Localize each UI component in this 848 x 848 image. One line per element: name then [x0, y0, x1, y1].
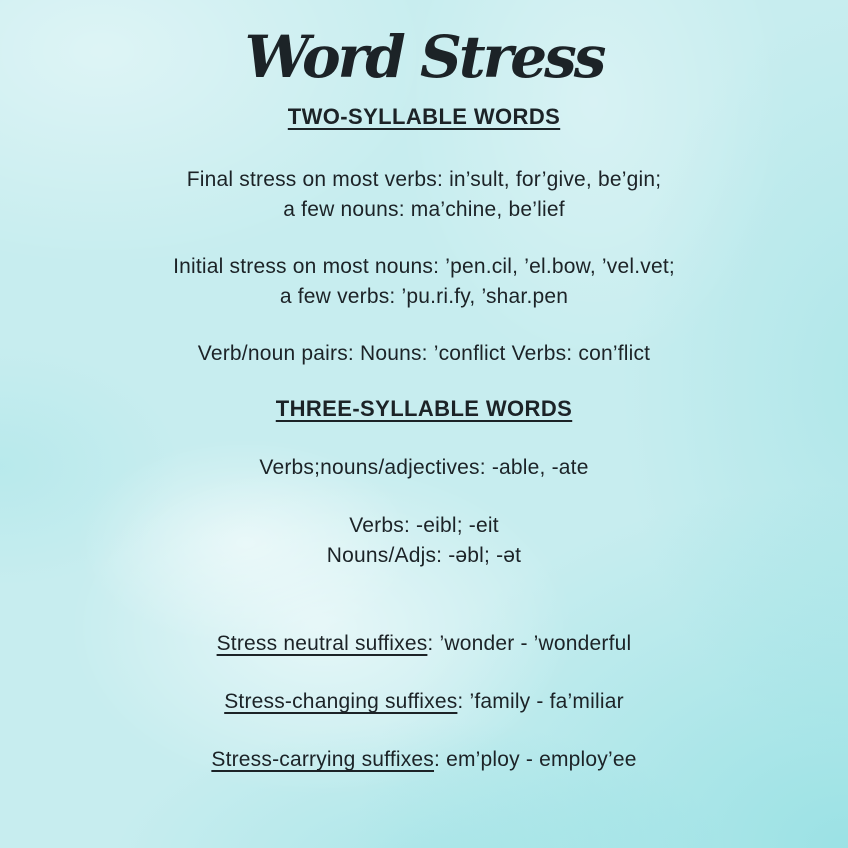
rule-stress-neutral-suffixes — [0, 629, 848, 659]
rule-initial-stress-line2: a few verbs: ’pu.ri.fy, ’shar.pen — [279, 285, 569, 308]
section-heading-two-syllable: TWO-SYLLABLE WORDS — [287, 104, 561, 129]
rule-stress-carrying-suffixes — [0, 745, 848, 775]
rule-initial-stress — [0, 252, 848, 312]
rule-initial-stress-line1: Initial stress on most nouns: ’pen.cil, ’el.bow, ’vel.vet; — [173, 255, 675, 278]
rule-final-stress-line1: Final stress on most verbs: in’sult, for’give, be’gin; — [186, 168, 662, 191]
rule-verbs-pronunciation: Verbs: -eibl; -eit — [349, 514, 499, 537]
section-heading-three-syllable: THREE-SYLLABLE WORDS — [275, 396, 573, 421]
rule-final-stress-line2: a few nouns: ma’chine, be’lief — [283, 198, 565, 221]
stress-neutral-suffixes-label: Stress neutral suffixes — [216, 632, 428, 655]
rule-pronunciations — [0, 511, 848, 571]
stress-carrying-suffixes-examples: : em’ploy - employ’ee — [434, 748, 637, 771]
rule-suffix-endings: Verbs;nouns/adjectives: -able, -ate — [259, 456, 589, 479]
rule-nouns-adjs-pronunciation: Nouns/Adjs: -əbl; -ət — [326, 544, 522, 567]
stress-changing-suffixes-label: Stress-changing suffixes — [224, 690, 458, 713]
rule-stress-changing-suffixes — [0, 687, 848, 717]
stress-changing-suffixes-examples: : ’family - fa’miliar — [457, 690, 624, 713]
page-title: Word Stress — [244, 23, 604, 91]
rule-verb-noun-pairs: Verb/noun pairs: Nouns: ’conflict Verbs: con’flict — [197, 342, 651, 365]
rule-final-stress — [0, 165, 848, 225]
stress-neutral-suffixes-examples: : ’wonder - ’wonderful — [427, 632, 632, 655]
stress-carrying-suffixes-label: Stress-carrying suffixes — [211, 748, 435, 771]
